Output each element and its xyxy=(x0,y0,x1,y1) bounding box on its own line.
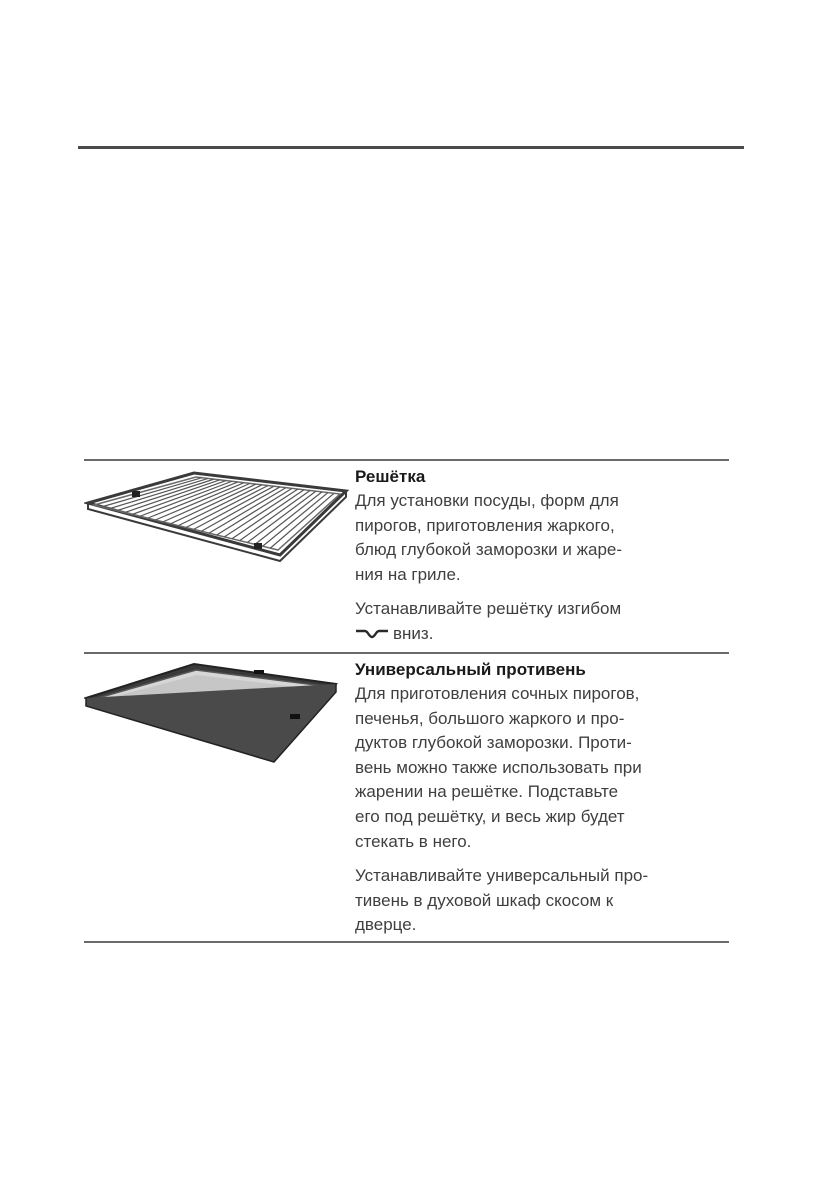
wire-rack-note xyxy=(355,597,729,646)
accessories-table xyxy=(84,459,729,943)
wire-rack-image-cell xyxy=(84,461,354,652)
wire-rack-description: Для установки посуды, форм для пирогов, приготовления жаркого, блюд глубокой заморозки и жаре- ния на гриле. xyxy=(355,491,623,584)
baking-tray-image-cell xyxy=(84,654,354,941)
wire-rack-icon xyxy=(84,461,354,581)
wire-rack-note-tail: вниз. xyxy=(393,623,434,643)
wire-rack-title: Решётка xyxy=(355,467,426,486)
baking-tray-text xyxy=(354,654,729,941)
baking-tray-description: Для приготовления сочных пирогов, печенья, большого жаркого и про- дуктов глубокой заморозки. Проти- вень можно также использовать при жарении на решётке. Подставьте его под решётку, и весь жир будет стекать в него. xyxy=(355,684,642,851)
table-rule-bottom xyxy=(84,941,729,943)
baking-tray-icon xyxy=(84,654,354,774)
wire-rack-text xyxy=(354,461,729,652)
table-row-baking-tray xyxy=(84,654,729,941)
baking-tray-title: Универсальный противень xyxy=(355,660,586,679)
bend-down-icon xyxy=(355,627,389,641)
baking-tray-note: Устанавливайте универсальный про- тивень в духовой шкаф скосом к дверце. xyxy=(355,866,649,935)
wire-rack-note-lead: Устанавливайте решётку изгибом xyxy=(355,599,622,619)
header-rule xyxy=(78,146,744,149)
table-row-wire-rack xyxy=(84,461,729,652)
